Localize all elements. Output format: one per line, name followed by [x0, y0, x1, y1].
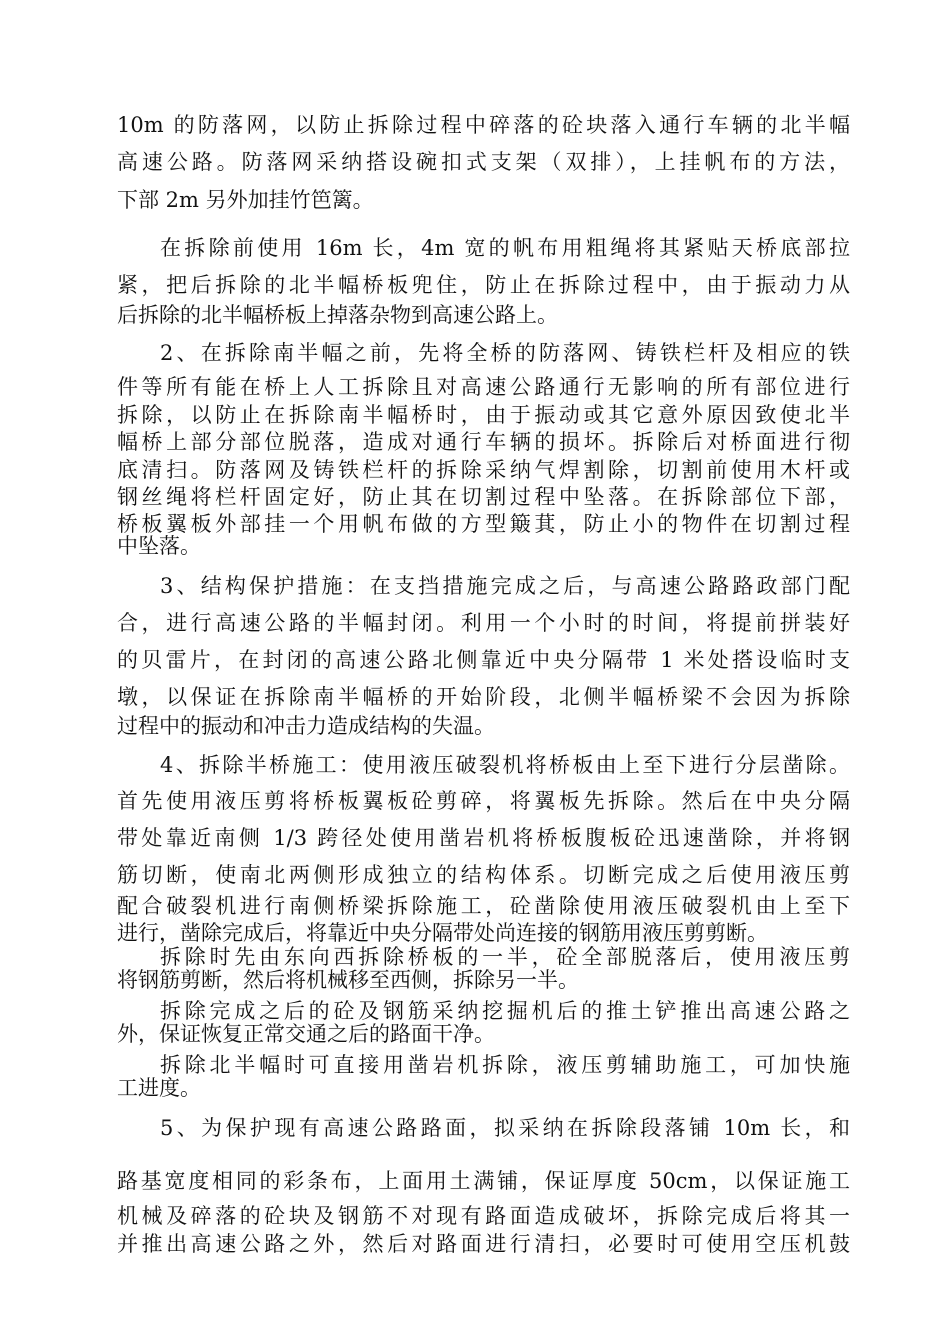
- text-line: 桥板翼板外部挂一个用帆布做的方型簸萁，防止小的物件在切割过程: [117, 512, 850, 536]
- text-line: 的贝雷片，在封闭的高速公路北侧靠近中央分隔带 1 米处搭设临时支: [117, 648, 850, 672]
- text-line: 幅桥上部分部位脱落，造成对通行车辆的损坏。拆除后对桥面进行彻: [117, 430, 850, 454]
- text-line: 10m 的防落网，以防止拆除过程中碎落的砼块落入通行车辆的北半幅: [117, 113, 850, 137]
- text-line: 中坠落。: [117, 534, 201, 558]
- text-line: 进行，凿除完成后，将靠近中央分隔带处尚连接的钢筋用液压剪剪断。: [117, 921, 768, 945]
- text-line: 钢丝绳将栏杆固定好，防止其在切割过程中坠落。在拆除部位下部，: [117, 485, 850, 509]
- text-line: 首先使用液压剪将桥板翼板砼剪碎，将翼板先拆除。然后在中央分隔: [117, 789, 850, 813]
- text-line: 在拆除前使用 16m 长，4m 宽的帆布用粗绳将其紧贴天桥底部拉: [160, 236, 850, 260]
- text-line: 路基宽度相同的彩条布，上面用土满铺，保证厚度 50cm，以保证施工: [117, 1169, 850, 1193]
- text-line: 拆除，以防止在拆除南半幅桥时，由于振动或其它意外原因致使北半: [117, 403, 850, 427]
- text-line: 5、为保护现有高速公路路面，拟采纳在拆除段落铺 10m 长，和: [160, 1116, 850, 1140]
- text-line: 工进度。: [117, 1076, 201, 1100]
- text-line: 紧，把后拆除的北半幅桥板兜住，防止在拆除过程中，由于振动力从: [117, 273, 850, 297]
- text-line: 拆除北半幅时可直接用凿岩机拆除，液压剪辅助施工，可加快施: [160, 1053, 850, 1077]
- text-line: 机械及碎落的砼块及钢筋不对现有路面造成破坏，拆除完成后将其一: [117, 1204, 850, 1228]
- text-line: 拆除时先由东向西拆除桥板的一半，砼全部脱落后，使用液压剪: [160, 945, 850, 969]
- text-line: 底清扫。防落网及铸铁栏杆的拆除采纳气焊割除，切割前使用木杆或: [117, 458, 850, 482]
- text-line: 墩，以保证在拆除南半幅桥的开始阶段，北侧半幅桥梁不会因为拆除: [117, 685, 850, 709]
- text-line: 3、结构保护措施：在支挡措施完成之后，与高速公路路政部门配: [160, 574, 850, 598]
- text-line: 2、在拆除南半幅之前，先将全桥的防落网、铸铁栏杆及相应的铁: [160, 341, 850, 365]
- text-line: 配合破裂机进行南侧桥梁拆除施工，砼凿除使用液压破裂机由上至下: [117, 894, 850, 918]
- text-line: 4、拆除半桥施工：使用液压破裂机将桥板由上至下进行分层凿除。: [160, 753, 850, 777]
- text-line: 过程中的振动和冲击力造成结构的失温。: [117, 714, 495, 738]
- text-line: 筋切断，使南北两侧形成独立的结构体系。切断完成之后使用液压剪: [117, 863, 850, 887]
- text-line: 高速公路。防落网采纳搭设碗扣式支架（双排），上挂帆布的方法，: [117, 150, 850, 174]
- text-line: 将钢筋剪断，然后将机械移至西侧，拆除另一半。: [117, 968, 579, 992]
- text-line: 后拆除的北半幅桥板上掉落杂物到高速公路上。: [117, 303, 558, 327]
- text-line: 下部 2m 另外加挂竹笆篱。: [117, 188, 374, 212]
- text-line: 带处靠近南侧 1/3 跨径处使用凿岩机将桥板腹板砼迅速凿除，并将钢: [117, 826, 850, 850]
- text-line: 件等所有能在桥上人工拆除且对高速公路通行无影响的所有部位进行: [117, 375, 850, 399]
- text-line: 合，进行高速公路的半幅封闭。利用一个小时的时间，将提前拼装好: [117, 611, 850, 635]
- text-line: 外，保证恢复正常交通之后的路面干净。: [117, 1022, 495, 1046]
- text-line: 并推出高速公路之外，然后对路面进行清扫，必要时可使用空压机鼓: [117, 1232, 850, 1256]
- text-line: 拆除完成之后的砼及钢筋采纳挖掘机后的推土铲推出高速公路之: [160, 999, 850, 1023]
